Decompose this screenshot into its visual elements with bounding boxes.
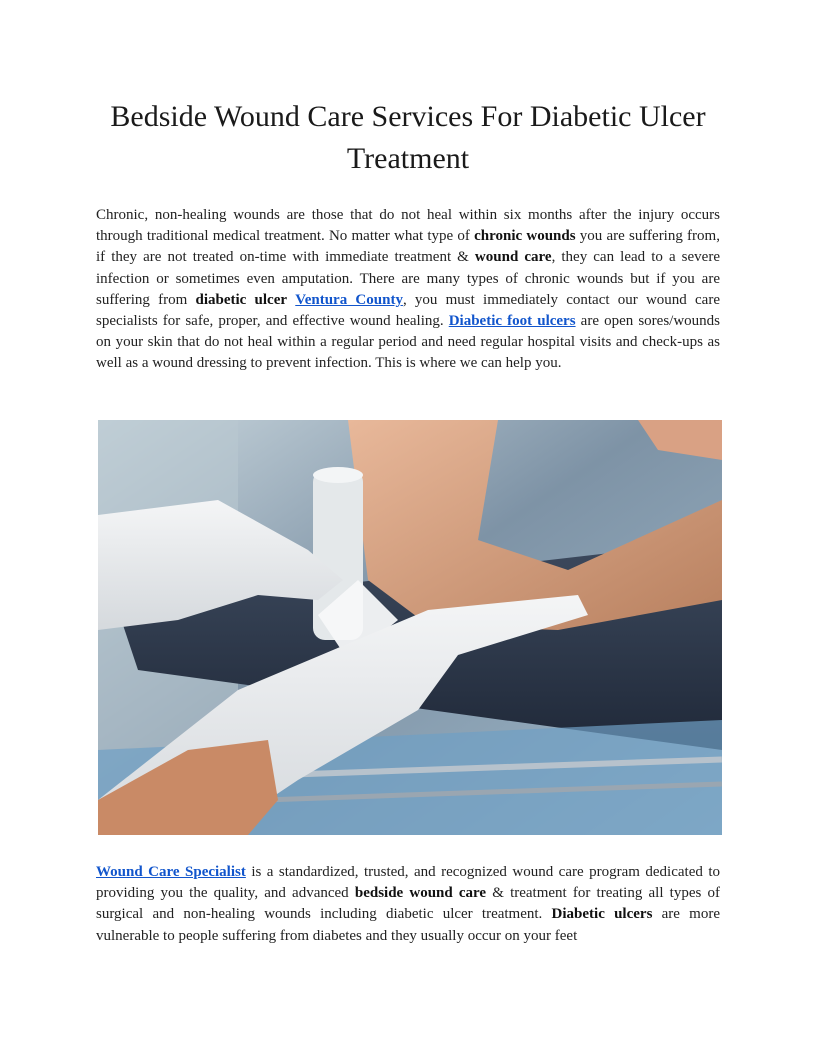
bold-wound-care: wound care — [474, 249, 552, 266]
link-ventura-county[interactable]: Ventura County — [295, 291, 403, 308]
text-run: & treatment for treating all types of surgical and non-healing wounds including diabetic ulcer treatment. — [96, 885, 720, 923]
link-wound-care-specialist[interactable]: Wound Care Specialist — [96, 864, 246, 880]
text-run: Chronic, non-healing wounds are those that do not heal within six months after the injury occurs through traditional medical treatment. No matter what type of — [96, 207, 720, 245]
page-title: Bedside Wound Care Services For Diabetic Ulcer Treatment — [110, 100, 706, 175]
wound-care-photo — [98, 420, 722, 835]
link-diabetic-foot-ulcers[interactable]: Diabetic foot ulcers — [448, 313, 576, 330]
text-run: you are suffering from, if they are not treated on-time with immediate treatment & — [96, 228, 720, 266]
bold-chronic-wounds: chronic wounds — [474, 228, 576, 245]
specialist-paragraph — [96, 862, 720, 947]
intro-paragraph — [96, 205, 720, 375]
photo-illustration — [98, 420, 722, 835]
text-run: , they can lead to a severe infection or sometimes even amputation. There are many types of chronic wounds but if you are suffering from — [96, 249, 720, 308]
text-run: , you must immediately contact our wound care specialists for safe, proper, and effective wound healing. — [96, 291, 720, 330]
text-run: is a standardized, trusted, and recognized wound care program dedicated to providing you the quality, and advanced — [96, 864, 720, 902]
text-run: are more vulnerable to people suffering from diabetes and they usually occur on your feet — [96, 906, 720, 944]
bold-diabetic-ulcers: Diabetic ulcers — [551, 906, 653, 923]
bold-diabetic-ulcer: diabetic ulcer — [195, 291, 288, 308]
bold-bedside-wound-care: bedside wound care — [354, 885, 487, 902]
text-run: are open sores/wounds on your skin that do not heal within a regular period and need regular hospital visits and check-ups as well as a wound dressing to prevent infection. This is where we can help you. — [96, 313, 720, 372]
